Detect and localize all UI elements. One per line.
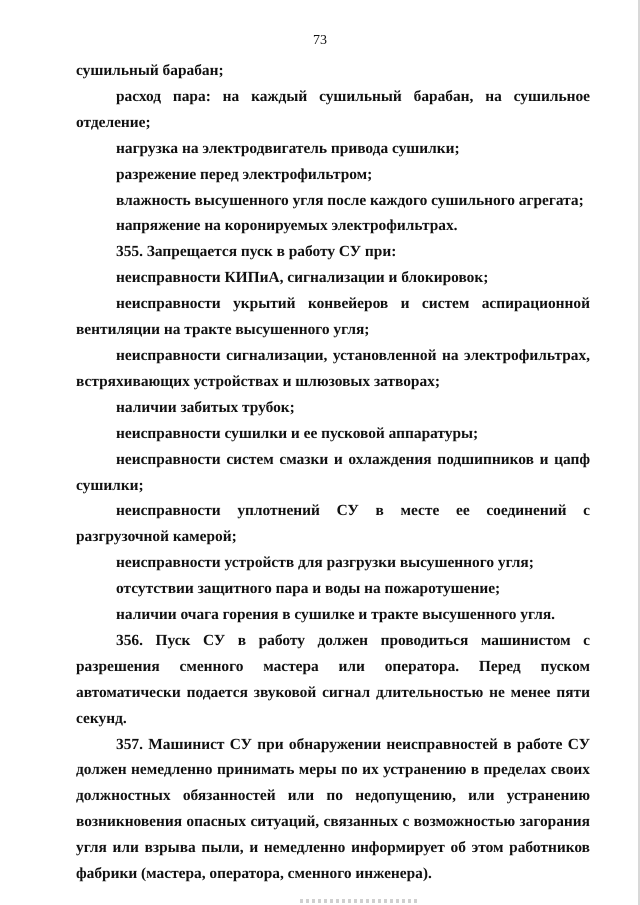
paragraph: наличии очага горения в сушилке и тракте высушенного угля. xyxy=(116,606,555,624)
paragraph: нагрузка на электродвигатель привода сушилки; xyxy=(116,139,460,157)
paragraph: неисправности уплотнений СУ в месте ее соединений с разгрузочной камерой; xyxy=(76,502,590,546)
paragraph: напряжение на коронируемых электрофильтрах. xyxy=(116,217,458,235)
paragraph: 355. Запрещается пуск в работу СУ при: xyxy=(116,243,397,261)
page-number: 73 xyxy=(313,33,327,48)
paragraph: 357. Машинист СУ при обнаружении неисправностей в работе СУ должен немедленно принимать меры по их устранению в пределах своих должностных обязанностей или по недопущению, или устранению возникновения опасных ситуаций, связанных с возможностью загорания угля или взрыва пыли, и немедленно информирует об этом работников фабрики (мастера, оператора, сменного инженера). xyxy=(76,735,590,883)
paragraph: неисправности устройств для разгрузки высушенного угля; xyxy=(116,554,534,572)
paragraph: сушильный барабан; xyxy=(76,62,224,79)
paragraph: расход пара: на каждый сушильный барабан, на сушильное отделение; xyxy=(76,87,590,131)
scan-edge-mark xyxy=(300,899,420,903)
paragraph: разрежение перед электрофильтром; xyxy=(116,165,373,183)
paragraph: отсутствии защитного пара и воды на пожаротушение; xyxy=(116,580,501,598)
paragraph: неисправности сушилки и ее пусковой аппаратуры; xyxy=(116,424,479,442)
paragraph: 356. Пуск СУ в работу должен проводиться машинистом с разрешения сменного мастера или оператора. Перед пуском автоматически подается звуковой сигнал длительностью не менее пяти секунд. xyxy=(76,631,590,727)
paragraph: неисправности сигнализации, установленной на электрофильтрах, встряхивающих устройствах и шлюзовых затворах; xyxy=(76,346,590,390)
paragraph: неисправности систем смазки и охлаждения подшипников и цапф сушилки; xyxy=(76,450,590,494)
document-body xyxy=(76,58,590,887)
paragraph: наличии забитых трубок; xyxy=(116,398,295,416)
paragraph: неисправности укрытий конвейеров и систем аспирационной вентиляции на тракте высушенного угля; xyxy=(76,295,590,339)
paragraph: неисправности КИПиА, сигнализации и блокировок; xyxy=(116,269,489,287)
paragraph: влажность высушенного угля после каждого сушильного агрегата; xyxy=(116,191,584,209)
